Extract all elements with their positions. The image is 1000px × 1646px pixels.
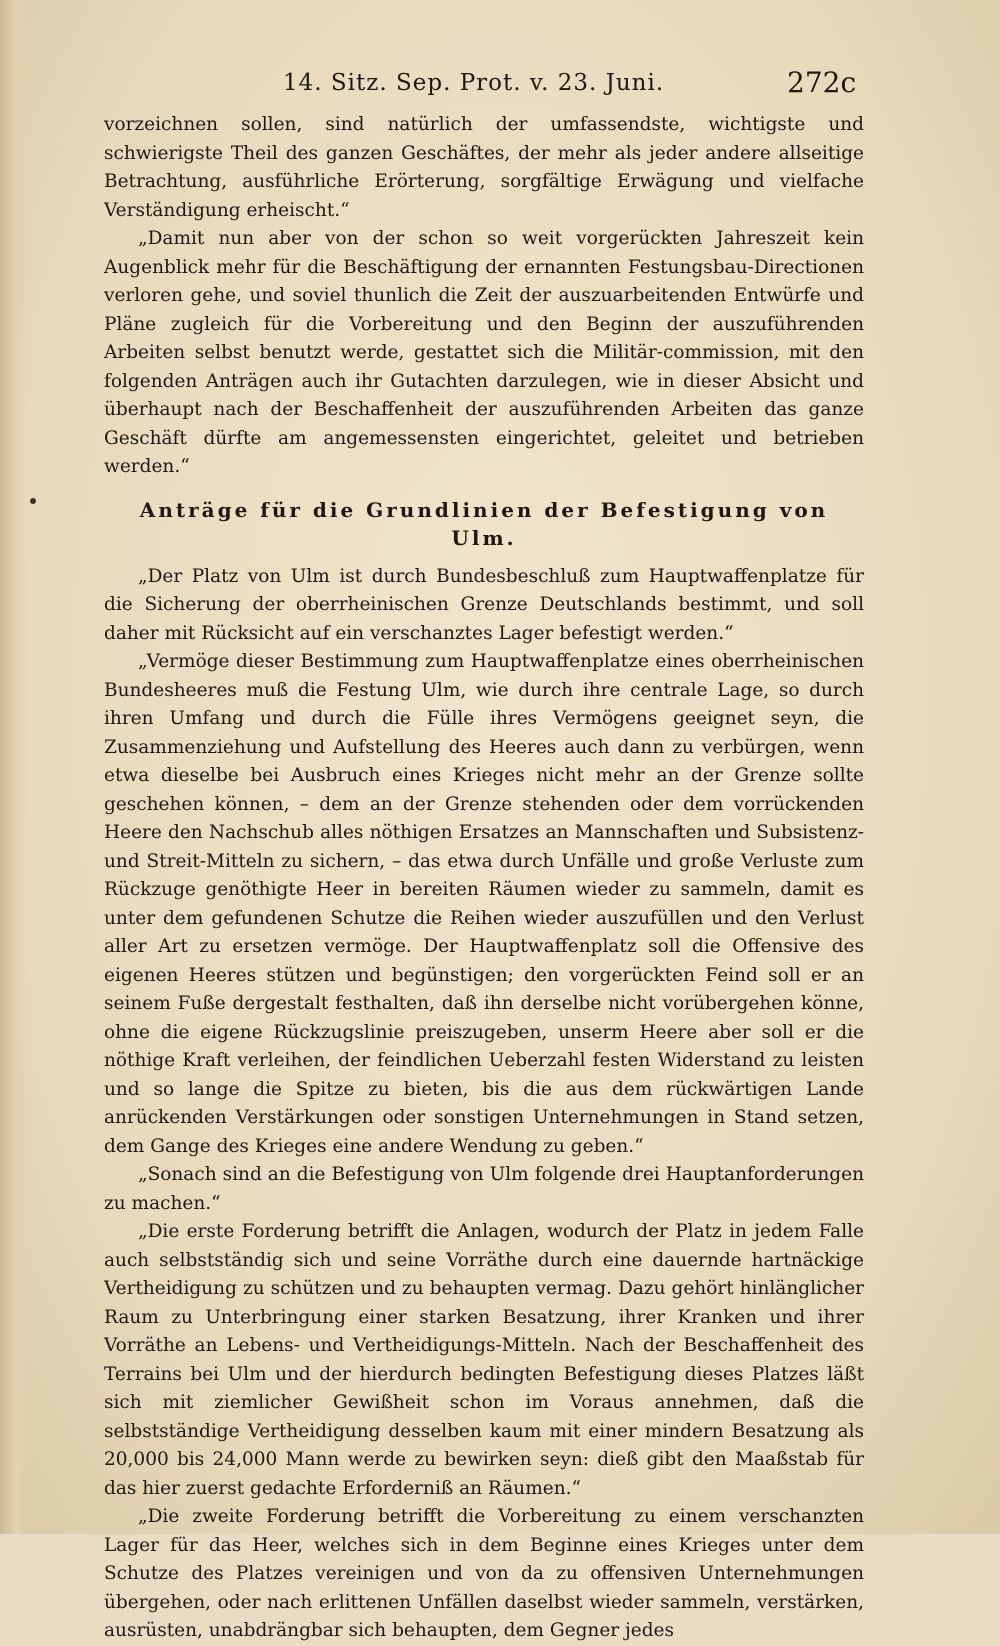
- paragraph: „Die zweite Forderung betrifft die Vorbereitung zu einem verschanzten Lager für das Heer, welches sich in dem Beginne eines Krieges unter dem Schutze des Platzes vereinigen und von da zu offensiven Unternehmungen übergehen, oder nach erlittenen Unfällen daselbst wieder sammeln, verstärken, ausrüsten, unabdrängbar sich behaupten, dem Gegner jedes: [104, 1506, 864, 1641]
- page-body: [104, 111, 864, 1646]
- page-number: 272c: [787, 66, 857, 99]
- page-edge: [0, 0, 28, 1534]
- running-head: 14. Sitz. Sep. Prot. v. 23. Juni.: [283, 70, 665, 96]
- paragraph: „Der Platz von Ulm ist durch Bundesbeschluß zum Hauptwaffenplatze für die Sicherung der oberrheinischen Grenze Deutschlands bestimmt, und soll daher mit Rücksicht auf ein verschanztes Lager befestigt werden.“: [104, 565, 864, 644]
- section-heading: Anträge für die Grundlinien der Befestigung von Ulm.: [139, 497, 829, 550]
- ink-spot: [30, 498, 36, 504]
- paragraph-continued: vorzeichnen sollen, sind natürlich der umfassendste, wichtigste und schwierigste Theil des ganzen Geschäftes, der mehr als jeder andere allseitige Betrachtung, ausführliche Erörterung, sorgfältige Erwägung und vielfache Verständigung erheischt.“: [104, 114, 864, 221]
- paragraph: „Vermöge dieser Bestimmung zum Hauptwaffenplatze eines oberrheinischen Bundesheeres muß die Festung Ulm, wie durch ihre centrale Lage, so durch ihren Umfang und durch die Fülle ihres Vermögens geeignet seyn, die Zusammenziehung und Aufstellung des Heeres auch dann zu verbürgen, wenn etwa dieselbe bei Ausbruch eines Krieges nicht mehr an der Grenze sollte geschehen können, – dem an der Grenze stehenden oder dem vorrückenden Heere den Nachschub alles nöthigen Ersatzes an Mannschaften und Subsistenz- und Streit-Mitteln zu sichern, – das etwa durch Unfälle und große Verluste zum Rückzuge genöthigte Heer in bereiten Räumen wieder zu sammeln, damit es unter dem gefundenen Schutze die Reihen wieder auszufüllen und den Verlust aller Art zu ersetzen vermöge. Der Hauptwaffenplatz soll die Offensive des eigenen Heeres stützen und begünstigen; den vorgerückten Feind soll er an seinem Fuße dergestalt festhalten, daß ihn derselbe nicht vorübergehen könne, ohne die eigene Rückzugslinie preiszugeben, unserm Heere aber soll er die nöthige Kraft verleihen, der feindlichen Ueberzahl festen Widerstand zu leisten und so lange die Spitze zu bieten, bis die aus dem rückwärtigen Lande anrückenden Verstärkungen oder sonstigen Unternehmungen in Stand setzen, dem Gange des Krieges eine andere Wendung zu geben.“: [104, 651, 864, 1157]
- paragraph: „Sonach sind an die Befestigung von Ulm folgende drei Hauptanforderungen zu machen.“: [104, 1164, 864, 1214]
- paragraph: „Die erste Forderung betrifft die Anlagen, wodurch der Platz in jedem Falle auch selbstständig sich und seine Vorräthe durch eine dauernde hartnäckige Vertheidigung zu schützen und zu behaupten vermag. Dazu gehört hinlänglicher Raum zu Unterbringung einer starken Besatzung, ihrer Kranken und ihrer Vorräthe an Lebens- und Vertheidigungs-Mitteln. Nach der Beschaffenheit des Terrains bei Ulm und der hierdurch bedingten Befestigung dieses Platzes läßt sich mit ziemlicher Gewißheit schon im Voraus annehmen, daß die selbstständige Vertheidigung desselben kaum mit einer mindern Besatzung als 20,000 bis 24,000 Mann werde zu bewirken seyn: dieß gibt den Maaßstab für das hier zuerst gedachte Erforderniß an Räumen.“: [104, 1221, 864, 1499]
- paragraph: „Damit nun aber von der schon so weit vorgerückten Jahreszeit kein Augenblick mehr für die Beschäftigung der ernannten Festungsbau-Directionen verloren gehe, und soviel thunlich die Zeit der auszuarbeitenden Entwürfe und Pläne zugleich für die Vorbereitung und den Beginn der auszuführenden Arbeiten selbst benutzt werde, gestattet sich die Militär-commission, mit den folgenden Anträgen auch ihr Gutachten darzulegen, wie in dieser Absicht und überhaupt nach der Beschaffenheit der auszuführenden Arbeiten das ganze Geschäft dürfte am angemessensten eingerichtet, geleitet und betrieben werden.“: [104, 228, 864, 477]
- page-header: [0, 66, 1000, 106]
